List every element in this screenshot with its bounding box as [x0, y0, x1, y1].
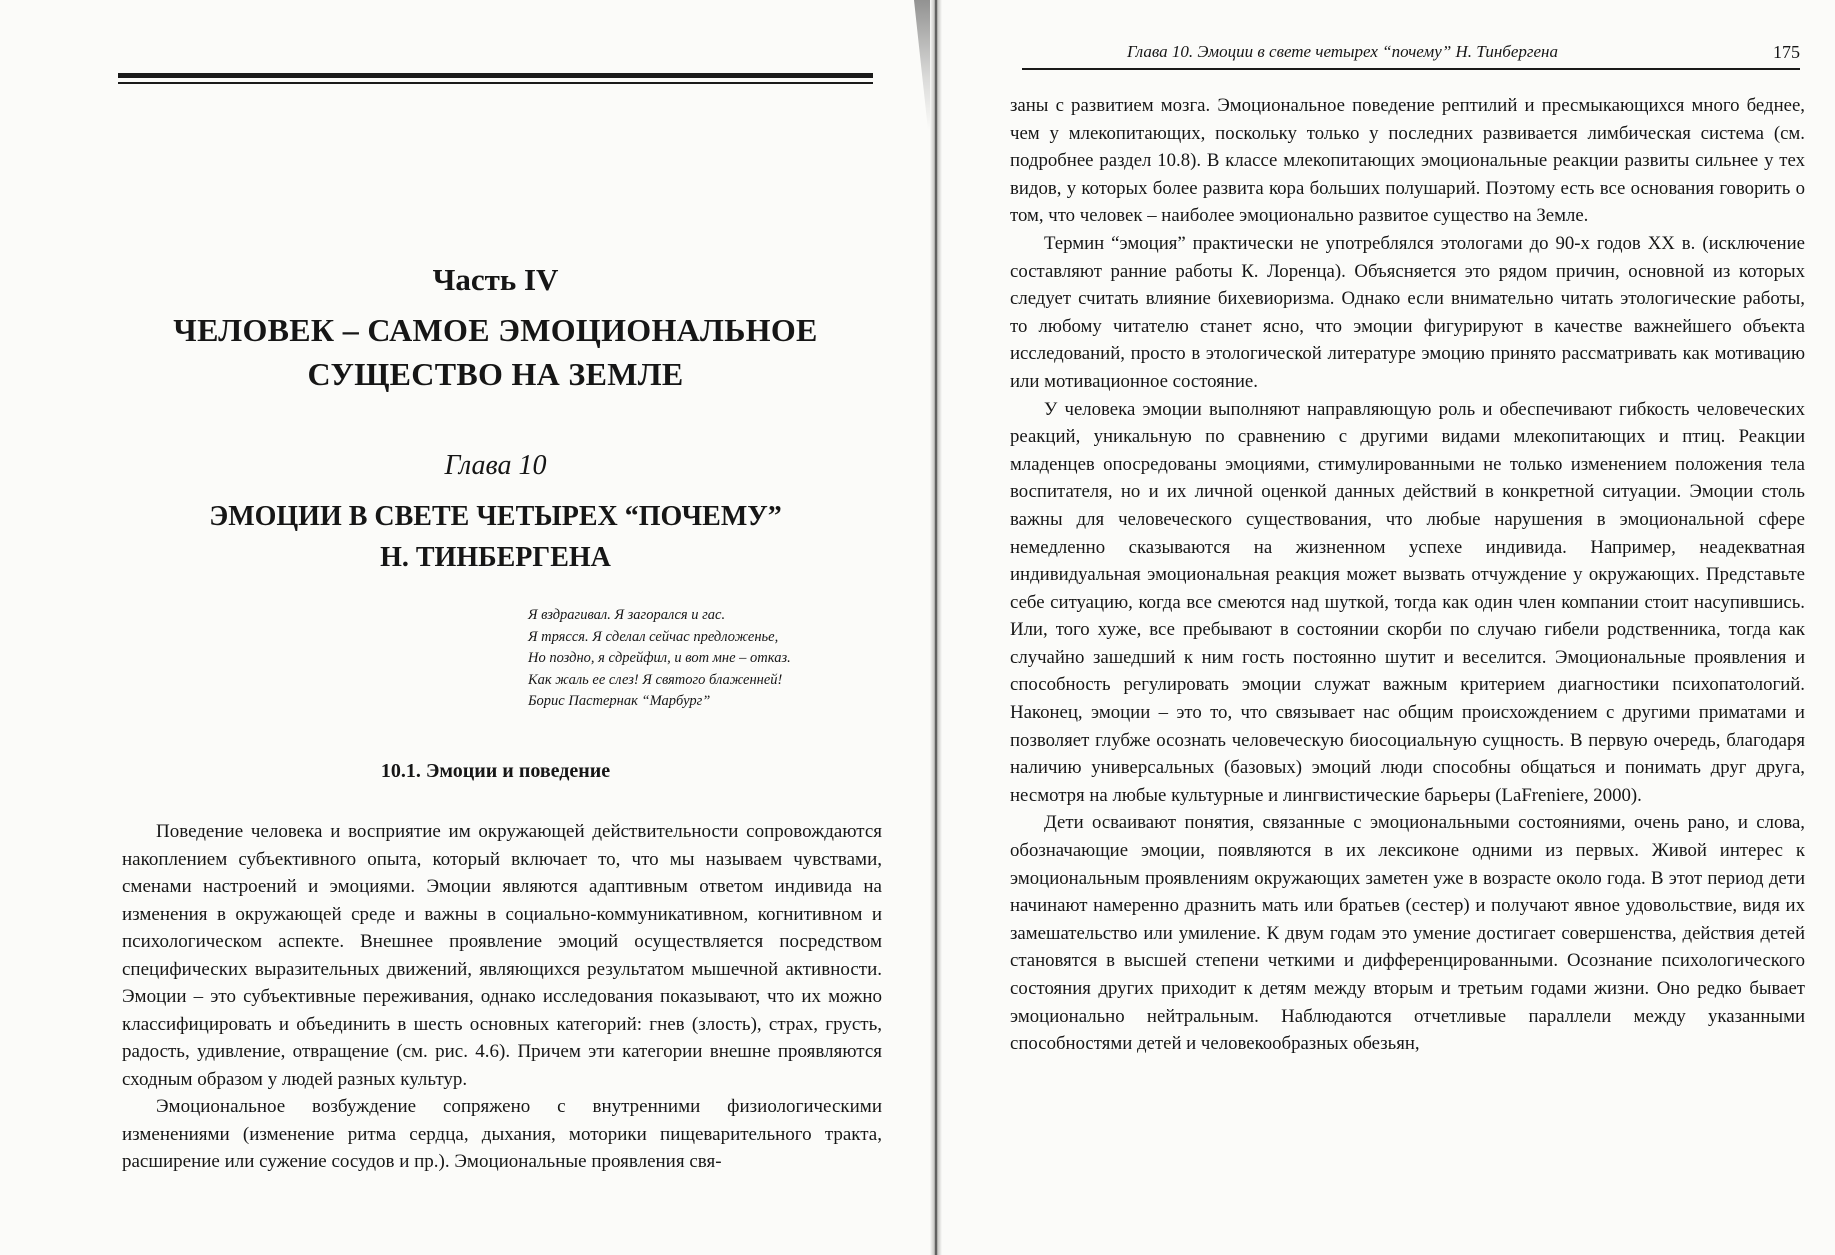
paragraph: Эмоциональное возбуждение сопряжено с внутренними физиологическими изменениями (изменение ритма сердца, дыхания, моторики пищеварительного тракта, расширение или сужение сосудов и пр.). Эмоциональные проявления свя- — [122, 1096, 882, 1172]
part-label: Часть IV — [432, 262, 559, 297]
paragraph: Термин “эмоция” практически не употреблялся этологами до 90-х годов XX в. (исключение составляют ранние работы К. Лоренца). Объясняется это рядом причин, основной из которых следует считать влияние бихевиоризма. Однако если внимательно читать этологические работы, то любому читателю станет ясно, что эмоции фигурируют в качестве важнейшего объекта исследований, просто в этологической литературе эмоцию принято рассматривать как мотивацию или мотивационное состояние. — [1010, 232, 1805, 392]
chapter-label: Глава 10 — [444, 450, 547, 481]
right-body-text — [1010, 92, 1805, 1058]
top-rule-thick — [118, 73, 873, 78]
part-title-line: ЧЕЛОВЕК – САМОЕ ЭМОЦИОНАЛЬНОЕ — [173, 312, 818, 348]
page-number: 175 — [1773, 42, 1800, 62]
right-page — [942, 0, 1835, 1255]
paragraph: Поведение человека и восприятие им окружающей действительности сопровождаются накоплением субъективного опыта, который включает то, что мы называем чувствами, сменами настроений и эмоциями. Эмоции являются адаптивным ответом индивида на изменения в окружающей среде и важны в социально-коммуникативном, когнитивном и психологическом аспекте. Внешнее проявление эмоций осуществляется посредством специфических выразительных движений, являющихся результатом мышечной активности. Эмоции – это субъективные переживания, однако исследования показывают, что их можно классифицировать и объединить в шесть основных категорий: гнев (злость), страх, грусть, радость, удивление, отвращение (см. рис. 4.6). Причем эти категории внешне проявляются сходным образом у людей разных культур. — [122, 821, 882, 1090]
epigraph — [528, 605, 888, 713]
paragraph: У человека эмоции выполняют направляющую роль и обеспечивают гибкость человеческих реакций, уникальную по сравнению с другими видами млекопитающих и птиц. Реакции младенцев опосредованы эмоциями, стимулированными не только изменением положения тела воспитателя, но и их личной оценкой данных действий в конкретной ситуации. Эмоции столь важны для человеческого существования, что любые нарушения в эмоциональной сфере немедленно сказываются на жизненном успехе индивида. Например, неадекватная индивидуальная эмоциональная реакция может вызвать отчуждение у окружающих. Представьте себе ситуацию, когда все смеются над шуткой, тогда как один член компании стоит насупившись. Или, того хуже, все пребывают в состоянии скорби по случаю гибели родственника, тогда как случайно зашедший к ним гость постоянно шутит и веселится. Эмоциональные проявления и способность регулировать эмоции служат важным критерием диагностики психопатологий. Наконец, эмоции – это то, что связывает нас общим происхождением с другими приматами и позволяет глубже осознать человеческую биосоциальную сущность. В первую очередь, благодаря наличию универсальных (базовых) эмоций люди способны общаться и понимать друг друга, несмотря на любые культурные и лингвистические барьеры (LaFreniere, 2000). — [1010, 398, 1805, 806]
header-rule — [1022, 68, 1800, 70]
part-title-line: СУЩЕСТВО НА ЗЕМЛЕ — [307, 356, 684, 392]
epigraph-line: Я трясся. Я сделал сейчас предложенье, — [528, 628, 779, 645]
running-head — [1022, 42, 1800, 68]
running-title: Глава 10. Эмоции в свете четырех “почему” Н. Тинбергена — [1127, 42, 1558, 61]
epigraph-line: Но поздно, я сдрейфил, и вот мне – отказ. — [528, 650, 791, 666]
chapter-title — [118, 496, 873, 578]
book-gutter — [930, 0, 942, 1255]
chapter-title-line: Н. ТИНБЕРГЕНА — [380, 542, 611, 573]
paragraph: заны с развитием мозга. Эмоциональное поведение рептилий и пресмыкающихся много беднее, чем у млекопитающих, поскольку только у последних развивается лимбическая система (см. подробнее раздел 10.8). В классе млекопитающих эмоциональные реакции развиты сильнее у тех видов, у которых более развита кора больших полушарий. Поэтому есть все основания говорить о том, что человек – наиболее эмоционально развитое существо на Земле. — [1010, 95, 1805, 227]
epigraph-attribution: Борис Пастернак “Марбург” — [528, 693, 711, 709]
section-heading: 10.1. Эмоции и поведение — [380, 760, 611, 782]
part-title — [118, 308, 873, 396]
top-rule-thin — [118, 82, 873, 84]
chapter-title-line: ЭМОЦИИ В СВЕТЕ ЧЕТЫРЕХ “ПОЧЕМУ” — [209, 501, 782, 532]
paragraph: Дети осваивают понятия, связанные с эмоциональными состояниями, очень рано, и слова, обозначающие эмоции, появляются в их лексиконе одними из первых. Живой интерес к эмоциональным проявлениям окружающих заметен уже в возрасте около года. В этот период дети начинают намеренно дразнить мать или братьев (сестер) и получают явное удовольствие, видя их замешательство или умиление. К двум годам это умение достигает совершенства, действия детей становятся в высшей степени четкими и дифференцированными. Осознание психологического состояния других приходит к детям между вторым и третьим годами жизни. Оно редко бывает эмоционально нейтральным. Наблюдаются отчетливые параллели между указанными способностями детей и человекообразных обезьян, — [1010, 812, 1805, 1055]
epigraph-line: Я вздрагивал. Я загорался и гас. — [528, 607, 726, 623]
left-body-text — [122, 818, 882, 1176]
epigraph-line: Как жаль ее слез! Я святого блаженней! — [528, 671, 783, 688]
